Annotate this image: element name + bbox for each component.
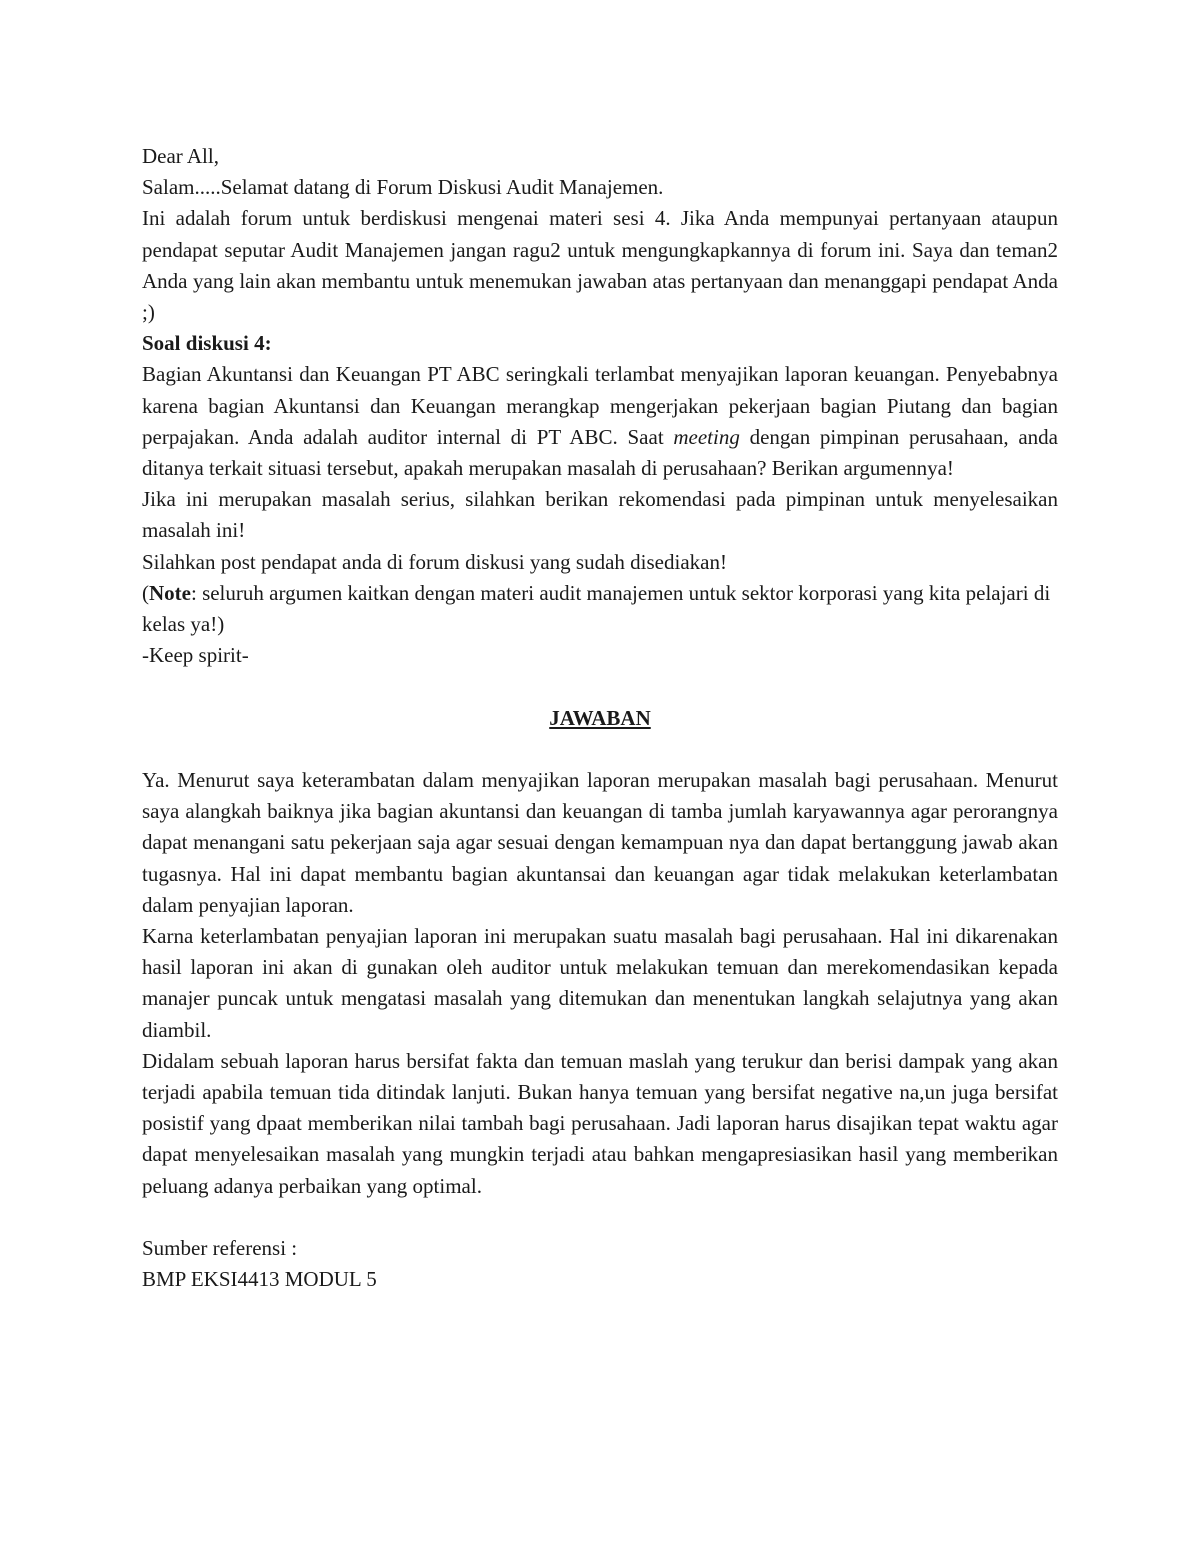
question-case-text-end: dengan pimpinan perusahaan, anda ditanya terkait situasi tersebut, apakah merupakan masalah di perusahaan? Berikan argumennya!: [142, 424, 1058, 481]
greeting: Dear All,: [142, 144, 219, 168]
document-page: [142, 141, 1058, 1295]
post-instruction: Silahkan post pendapat anda di forum diskusi yang sudah disediakan!: [142, 549, 727, 574]
note-label: Note: [149, 580, 191, 605]
answer-heading: JAWABAN: [549, 705, 651, 730]
spacer: [142, 671, 1058, 702]
reference-label: Sumber referensi :: [142, 1236, 298, 1261]
question-recommendation: Jika ini merupakan masalah serius, silahkan berikan rekomendasi pada pimpinan untuk menyelesaikan masalah ini!: [142, 487, 1058, 543]
reference-source: BMP EKSI4413 MODUL 5: [142, 1267, 377, 1292]
spacer: [142, 734, 1058, 765]
question-title: Soal diskusi 4:: [142, 331, 272, 356]
welcome-line: Salam.....Selamat datang di Forum Diskusi Audit Manajemen.: [142, 175, 664, 200]
note-open-paren: (: [142, 580, 149, 605]
question-case: [142, 359, 1058, 484]
answer-paragraph-1: Ya. Menurut saya keterambatan dalam menyajikan laporan merupakan masalah bagi perusahaan. Menurut saya alangkah baiknya jika bagian akuntansi dan keuangan di tamba jumlah karyawannya agar perorangnya dapat menangani satu pekerjaan saja agar sesuai dengan kemampuan nya dan dapat bertanggung jawab akan tugasnya. Hal ini dapat membantu bagian akuntansai dan keuangan agar tidak melakukan keterlambatan dalam penyajian laporan.: [142, 768, 1058, 917]
note: [142, 578, 1058, 640]
question-case-italic: meeting: [673, 424, 740, 449]
answer-paragraph-3: Didalam sebuah laporan harus bersifat fakta dan temuan maslah yang terukur dan berisi dampak yang akan terjadi apabila temuan tida ditindak lanjuti. Bukan hanya temuan yang bersifat negative na,un juga bersifat posistif yang dpaat memberikan nilai tambah bagi perusahaan. Jadi laporan harus disajikan tepat waktu agar dapat menyelesaikan masalah yang mungkin terjadi atau bahkan mengapresiasikan hasil yang memberikan peluang adanya perbaikan yang optimal.: [142, 1048, 1058, 1198]
closing-line: -Keep spirit-: [142, 643, 249, 668]
question-case-text-start: Bagian Akuntansi dan Keuangan PT ABC seringkali terlambat menyajikan laporan keuangan. Penyebabnya karena bagian Akuntansi dan Keuangan merangkap mengerjakan pekerjaan bagian Piutang dan bagian perpajakan. Anda adalah auditor internal di PT ABC. Saat: [142, 362, 1058, 449]
spacer: [142, 1202, 1058, 1233]
note-text: : seluruh argumen kaitkan dengan materi audit manajemen untuk sektor korporasi yang kita pelajari di kelas ya!): [142, 580, 1051, 637]
forum-description: Ini adalah forum untuk berdiskusi mengenai materi sesi 4. Jika Anda mempunyai pertanyaan ataupun pendapat seputar Audit Manajemen jangan ragu2 untuk mengungkapkannya di forum ini. Saya dan teman2 Anda yang lain akan membantu untuk menemukan jawaban atas pertanyaan dan menanggapi pendapat Anda ;): [142, 206, 1058, 325]
answer-paragraph-2: Karna keterlambatan penyajian laporan ini merupakan suatu masalah bagi perusahaan. Hal ini dikarenakan hasil laporan ini akan di gunakan oleh auditor untuk melakukan temuan dan merekomendasikan kepada manajer puncak untuk mengatasi masalah yang ditemukan dan menentukan langkah selajutnya yang akan diambil.: [142, 924, 1058, 1042]
